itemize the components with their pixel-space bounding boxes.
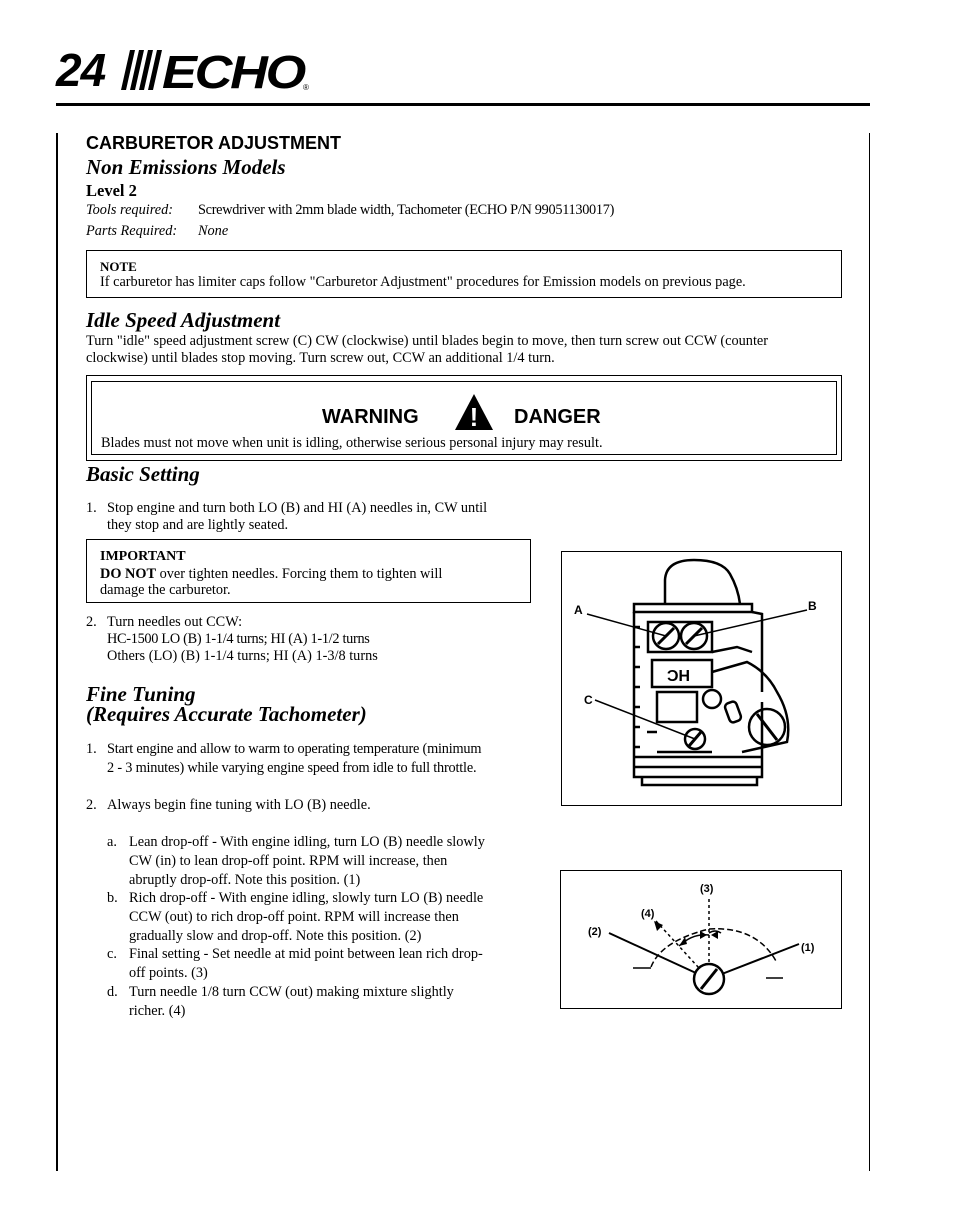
fine-step1-line2: 2 - 3 minutes) while varying engine speed from idle to full throttle. <box>107 760 477 776</box>
fine-c-line1: Final setting - Set needle at mid point between lean rich drop- <box>129 946 483 962</box>
idle-text-line1: Turn "idle" speed adjustment screw (C) CW (clockwise) until blades begin to move, then turn screw out CCW (counter <box>86 333 769 349</box>
fine-c-line2: off points. (3) <box>129 965 208 981</box>
needle-position-diagram <box>561 871 840 1007</box>
fine-c-label: c. <box>107 946 117 962</box>
warning-box-inner <box>91 381 837 455</box>
fine-d-line1: Turn needle 1/8 turn CCW (out) making mixture slightly <box>129 984 454 1000</box>
fine-a-line2: CW (in) to lean drop-off point. RPM will increase, then <box>129 853 448 869</box>
registered-mark: ® <box>303 83 309 92</box>
note-text: If carburetor has limiter caps follow "Carburetor Adjustment" procedures for Emission models on previous page. <box>100 274 746 290</box>
fine-step2-number: 2. <box>86 797 97 813</box>
page-number: 24 <box>56 44 106 96</box>
fine-a-line3: abruptly drop-off. Note this position. (1) <box>129 872 361 888</box>
fine-step1-line1: Start engine and allow to warm to operating temperature (minimum <box>107 741 482 757</box>
basic-step2-line1: Turn needles out CCW: <box>107 614 243 630</box>
basic-step2-number: 2. <box>86 614 97 630</box>
idle-heading: Idle Speed Adjustment <box>86 308 281 332</box>
basic-step1-line2: they stop and are lightly seated. <box>107 517 289 533</box>
fine-b-line2: CCW (out) to rich drop-off point. RPM will increase then <box>129 909 459 925</box>
basic-step2-line3: Others (LO) (B) 1-1/4 turns; HI (A) 1-3/8 turns <box>107 648 378 664</box>
echo-logo <box>118 46 314 94</box>
fine-a-label: a. <box>107 834 117 850</box>
label-c: C <box>584 693 593 707</box>
parts-label: Parts Required: <box>86 223 178 239</box>
basic-step1-line1: Stop engine and turn both LO (B) and HI (A) needles in, CW until <box>107 500 488 516</box>
needle-position-figure <box>560 870 842 1009</box>
idle-text-line2: clockwise) until blades stop moving. Turn screw out, CCW an additional 1/4 turn. <box>86 350 555 366</box>
right-margin-line <box>869 133 870 1171</box>
header-rule <box>56 103 870 106</box>
left-margin-line <box>56 133 58 1171</box>
fine-step2-text: Always begin fine tuning with LO (B) needle. <box>107 797 371 813</box>
warning-box-outer <box>86 375 842 461</box>
warning-text: Blades must not move when unit is idling, otherwise serious personal injury may result. <box>101 435 603 451</box>
fine-b-line1: Rich drop-off - With engine idling, slowly turn LO (B) needle <box>129 890 484 906</box>
label-position-1: (1) <box>801 942 815 954</box>
danger-label: DANGER <box>514 406 601 428</box>
important-line1 <box>100 566 442 583</box>
brand-wordmark: ECHO <box>162 46 307 94</box>
tools-label: Tools required: <box>86 202 173 218</box>
label-a: A <box>574 603 583 617</box>
warning-label: WARNING <box>322 406 419 428</box>
basic-step2-line2: HC-1500 LO (B) 1-1/4 turns; HI (A) 1-1/2 turns <box>107 631 370 647</box>
fine-subheading: (Requires Accurate Tachometer) <box>86 702 367 726</box>
fine-d-label: d. <box>107 984 118 1000</box>
important-title: IMPORTANT <box>100 549 186 564</box>
note-box <box>86 250 842 298</box>
level-label: Level 2 <box>86 181 137 200</box>
fine-step1-number: 1. <box>86 741 97 757</box>
svg-text:!: ! <box>469 402 479 432</box>
section-subtitle: Non Emissions Models <box>86 155 286 179</box>
note-title: NOTE <box>100 259 137 274</box>
parts-value: None <box>198 223 229 239</box>
fine-a-line1: Lean drop-off - With engine idling, turn LO (B) needle slowly <box>129 834 485 850</box>
carburetor-figure <box>561 551 842 806</box>
fine-b-label: b. <box>107 890 118 906</box>
label-position-3: (3) <box>700 883 714 895</box>
label-position-2: (2) <box>588 926 602 938</box>
basic-step1-number: 1. <box>86 500 97 516</box>
label-b: B <box>808 599 817 613</box>
tools-value: Screwdriver with 2mm blade width, Tachometer (ECHO P/N 99051130017) <box>198 202 615 218</box>
section-title: CARBURETOR ADJUSTMENT <box>86 133 342 153</box>
carburetor-illustration <box>562 552 840 804</box>
important-line1-rest: over tighten needles. Forcing them to tighten will <box>156 566 443 582</box>
important-line2: damage the carburetor. <box>100 582 231 598</box>
fine-b-line3: gradually slow and drop-off. Note this position. (2) <box>129 928 422 944</box>
warning-triangle-icon <box>454 392 494 432</box>
carburetor-stamp: HC <box>666 666 690 683</box>
important-box <box>86 539 531 603</box>
basic-heading: Basic Setting <box>86 462 200 486</box>
label-position-4: (4) <box>641 908 655 920</box>
important-do-not: DO NOT <box>100 566 157 582</box>
fine-heading: Fine Tuning <box>86 682 196 706</box>
fine-d-line2: richer. (4) <box>129 1003 186 1019</box>
